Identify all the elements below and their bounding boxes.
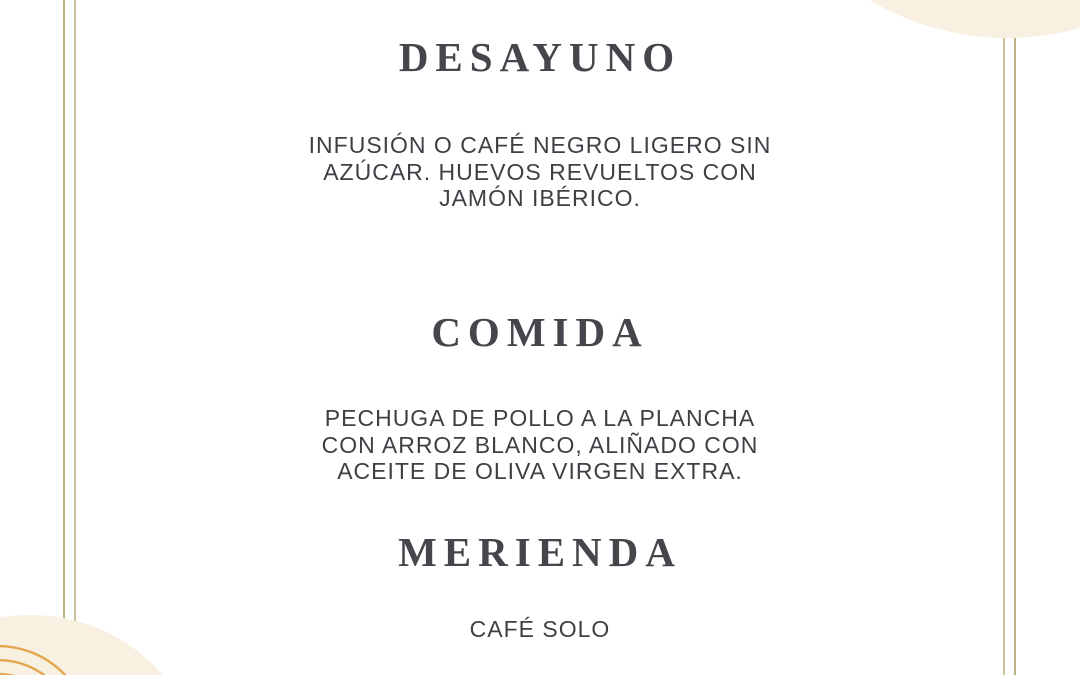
section-title-comida: COMIDA (431, 309, 649, 355)
menu-text-line: AZÚCAR. HUEVOS REVUELTOS CON (323, 158, 757, 185)
section-body-comida (0, 405, 1080, 485)
menu-text-line: CON ARROZ BLANCO, ALIÑADO CON (321, 431, 759, 458)
section-body-desayuno (0, 132, 1080, 212)
section-title-merienda: MERIENDA (398, 529, 682, 575)
menu-text-line: JAMÓN IBÉRICO. (439, 185, 641, 211)
menu-text-line: ACEITE DE OLIVA VIRGEN EXTRA. (337, 458, 743, 484)
menu-text-line: CAFÉ SOLO (469, 616, 611, 642)
corner-circle-top-right (739, 0, 1080, 38)
menu-text-line: PECHUGA DE POLLO A LA PLANCHA (324, 405, 756, 431)
section-title-desayuno: DESAYUNO (398, 34, 682, 80)
section-body-merienda (0, 616, 1080, 643)
menu-text-line: INFUSIÓN O CAFÉ NEGRO LIGERO SIN (308, 132, 772, 158)
